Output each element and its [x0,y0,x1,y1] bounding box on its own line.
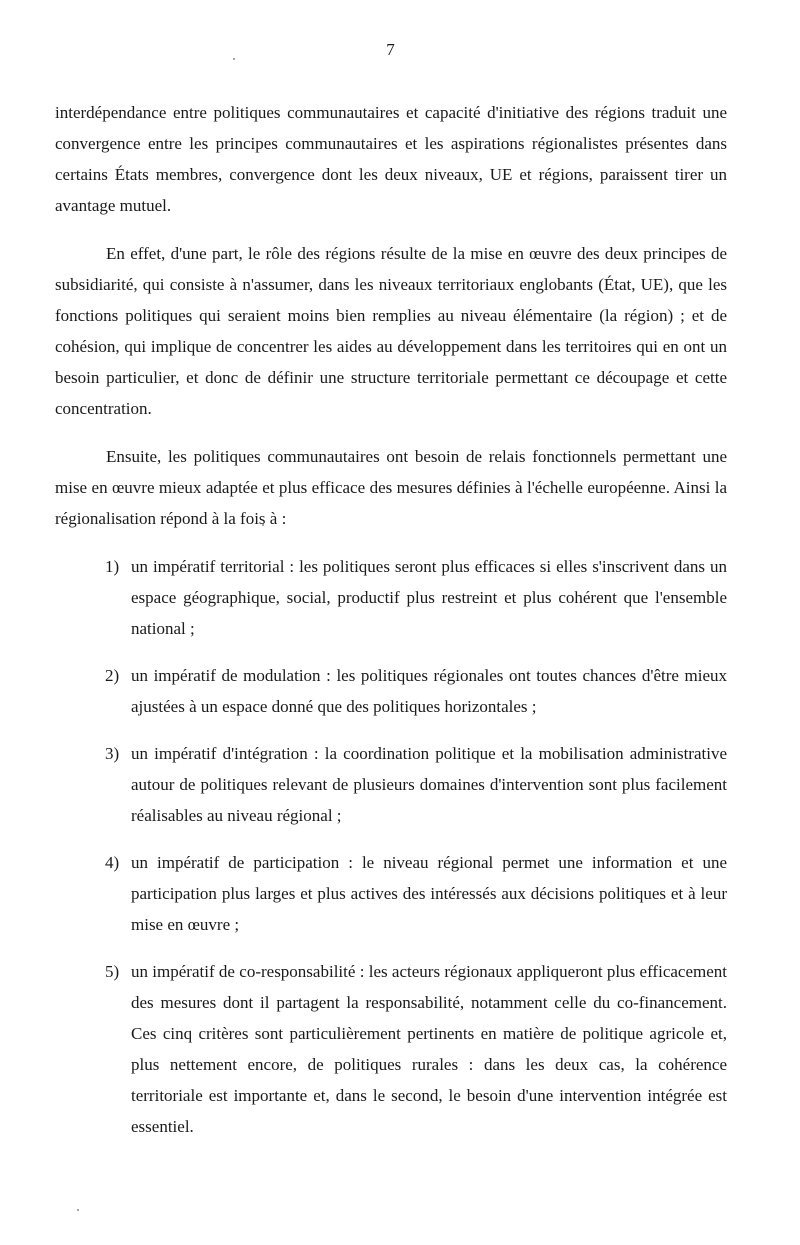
list-item [55,956,727,1142]
imperatives-list [55,551,727,1142]
list-item [55,847,727,940]
list-item-number: 3) [105,744,120,763]
paragraph-relays: Ensuite, les politiques communautaires ont besoin de relais fonctionnels permettant une mise en œuvre mieux adaptée et plus efficace des mesures définies à l'échelle européenne. Ainsi la régionalisation répond à la fois à : [55,447,727,528]
list-item-number: 1) [105,557,120,576]
list-item-text: un impératif territorial : les politiques seront plus efficaces si elles s'inscrivent dans un espace géographique, social, productif plus restreint et plus cohérent que l'ensemble national ; [131,557,727,638]
list-item [55,738,727,831]
scan-speck [77,1209,79,1211]
scan-speck [233,58,235,60]
list-item-number: 5) [105,962,120,981]
list-item-text: un impératif d'intégration : la coordination politique et la mobilisation administrative autour de politiques relevant de plusieurs domaines d'intervention sont plus facilement réalisables au niveau régional ; [131,744,727,825]
list-item-number: 2) [105,666,120,685]
list-item-text: un impératif de participation : le niveau régional permet une information et une participation plus larges et plus actives des intéressés aux décisions politiques et à leur mise en œuvre ; [131,853,727,934]
document-body [55,97,727,1158]
paragraph-subsidiarity: En effet, d'une part, le rôle des régions résulte de la mise en œuvre des deux principes de subsidiarité, qui consiste à n'assumer, dans les niveaux territoriaux englobants (État, UE), que les fonctions politiques qui seraient moins bien remplies au niveau élémentaire (la région) ; et de cohésion, qui implique de concentrer les aides au développement dans les territoires qui en ont un besoin particulier, et donc de définir une structure territoriale permettant ce découpage et cette concentration. [55,244,727,418]
list-item-text: un impératif de co-responsabilité : les acteurs régionaux appliqueront plus efficacement des mesures dont il partagent la responsabilité, notamment celle du co-financement. Ces cinq critères sont particulièrement pertinents en matière de politique agricole et, plus nettement encore, de politiques rurales : dans les deux cas, la cohérence territoriale est importante et, dans le second, le besoin d'une intervention intégrée est essentiel. [131,962,727,1136]
list-item [55,551,727,644]
paragraph-continuation: interdépendance entre politiques communautaires et capacité d'initiative des régions traduit une convergence entre les principes communautaires et les aspirations régionalistes présentes dans certains États membres, convergence dont les deux niveaux, UE et régions, paraissent tirer un avantage mutuel. [55,103,727,215]
page-number: 7 [386,40,395,59]
list-item-number: 4) [105,853,120,872]
list-item-text: un impératif de modulation : les politiques régionales ont toutes chances d'être mieux ajustées à un espace donné que des politiques horizontales ; [131,666,727,716]
list-item [55,660,727,722]
